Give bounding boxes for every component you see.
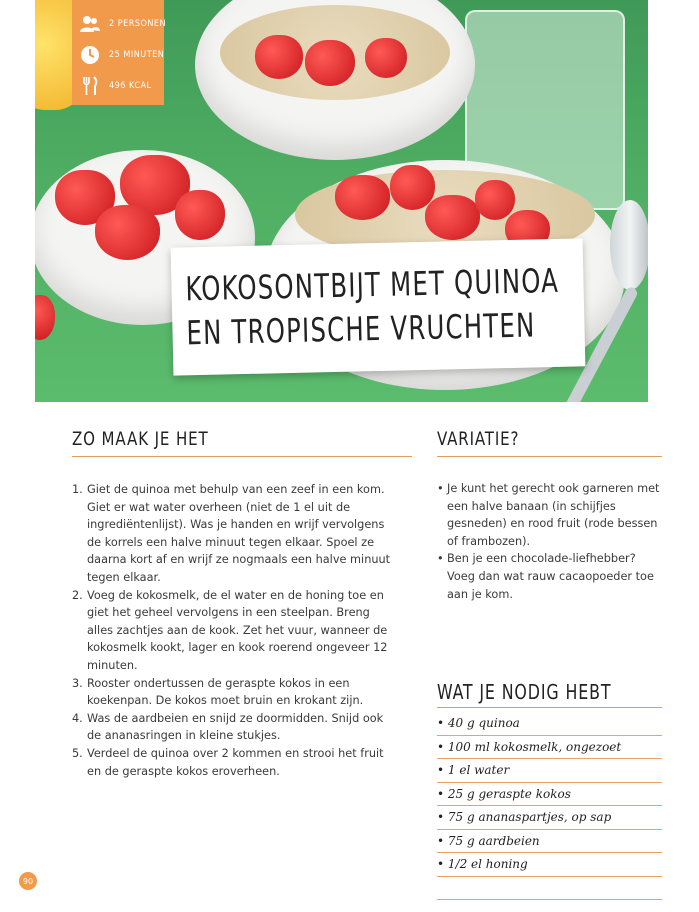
step-number: 1. bbox=[72, 483, 83, 496]
time-row bbox=[72, 39, 164, 70]
strawberry bbox=[475, 180, 515, 220]
strawberry bbox=[425, 195, 480, 240]
step-number: 4. bbox=[72, 711, 83, 725]
variation-text: Je kunt het gerecht ook garneren met een halve banaan (in schijfjes gesneden) en rood fruit (rode bessen of frambozen). bbox=[447, 482, 660, 548]
persons-row bbox=[72, 8, 167, 39]
variation-text: Ben je een chocolade-liefhebber? Voeg dan wat rauw cacaopoeder toe aan je kom. bbox=[447, 552, 654, 601]
ingredient-item: • 25 g geraspte kokos bbox=[437, 783, 662, 807]
ingredients-list bbox=[437, 712, 662, 900]
people-icon bbox=[79, 13, 101, 35]
step-text: Verdeel de quinoa over 2 kommen en strooi het fruit en de geraspte kokos eroverheen. bbox=[87, 746, 384, 778]
spoon bbox=[610, 200, 648, 290]
persons-text: 2 PERSONEN bbox=[109, 18, 167, 29]
step-item bbox=[72, 675, 397, 710]
variation-list bbox=[437, 480, 662, 603]
variation-rule bbox=[437, 456, 662, 457]
ingredient-item: • 1/2 el honing bbox=[437, 853, 662, 877]
step-number: 2. bbox=[72, 588, 83, 602]
variation-item: • Ben je een chocolade-liefhebber? Voeg dan wat rauw cacaopoeder toe aan je kom. bbox=[437, 552, 654, 601]
ingredient-item: • 100 ml kokosmelk, ongezoet bbox=[437, 736, 662, 760]
title-card bbox=[171, 238, 586, 375]
method-rule bbox=[72, 456, 412, 457]
strawberry bbox=[35, 295, 55, 340]
ingredient-item: • 40 g quinoa bbox=[437, 712, 662, 736]
variation-heading: VARIATIE? bbox=[437, 428, 520, 450]
ingredient-item: • 75 g ananaspartjes, op sap bbox=[437, 806, 662, 830]
recipe-info-badge bbox=[72, 0, 167, 105]
method-heading: ZO MAAK JE HET bbox=[72, 428, 209, 450]
kcal-row bbox=[72, 70, 164, 101]
step-item bbox=[72, 745, 397, 780]
step-item bbox=[72, 710, 397, 745]
kcal-text: 496 KCAL bbox=[109, 80, 152, 91]
ingredients-heading: WAT JE NODIG HEBT bbox=[437, 680, 612, 704]
step-number: 3. bbox=[72, 676, 83, 690]
ingredient-item: • 1 el water bbox=[437, 759, 662, 783]
title-line-1: KOKOSONTBIJT MET QUINOA bbox=[185, 260, 560, 309]
step-text: Giet de quinoa met behulp van een zeef in een kom. Giet er wat water overheen (niet de 1 el uit de ingrediëntenlijst). Was je handen en wrijf vervolgens de korrels een halve minuut tegen elkaar. Spoel ze daarna kort af en wrijf ze nogmaals een halve minuut tegen elkaar. bbox=[87, 483, 391, 584]
strawberry bbox=[365, 38, 407, 78]
step-text: Was de aardbeien en snijd ze doormidden. Snijd ook de ananasringen in kleine stukjes. bbox=[87, 711, 384, 743]
ingredient-item: • 75 g aardbeien bbox=[437, 830, 662, 854]
title-line-2: EN TROPISCHE VRUCHTEN bbox=[186, 305, 536, 353]
step-text: Voeg de kokosmelk, de el water en de honing toe en giet het geheel vervolgens in een steelpan. Breng alles zachtjes aan de kook. Zet het vuur, wanneer de kokosmelk kookt, lager en kook roerend ongeveer 12 minuten. bbox=[87, 588, 388, 672]
step-text: Rooster ondertussen de geraspte kokos in een koekenpan. De kokos moet bruin en krokant zijn. bbox=[87, 676, 364, 708]
step-number: 5. bbox=[72, 746, 83, 760]
strawberry bbox=[255, 35, 303, 79]
ingredients-rule bbox=[437, 707, 662, 708]
clock-icon bbox=[79, 44, 101, 66]
page-number: 90 bbox=[19, 872, 37, 890]
strawberry bbox=[95, 205, 160, 260]
method-steps bbox=[72, 481, 397, 780]
ingredient-blank-line bbox=[437, 877, 662, 901]
time-text: 25 MINUTEN bbox=[109, 49, 165, 60]
strawberry bbox=[335, 175, 390, 220]
step-item bbox=[72, 587, 397, 675]
variation-item: • Je kunt het gerecht ook garneren met een halve banaan (in schijfjes gesneden) en rood fruit (rode bessen of frambozen). bbox=[437, 482, 660, 548]
fork-knife-icon bbox=[79, 75, 101, 97]
step-item bbox=[72, 481, 397, 587]
strawberry bbox=[175, 190, 225, 240]
strawberry bbox=[305, 40, 355, 86]
